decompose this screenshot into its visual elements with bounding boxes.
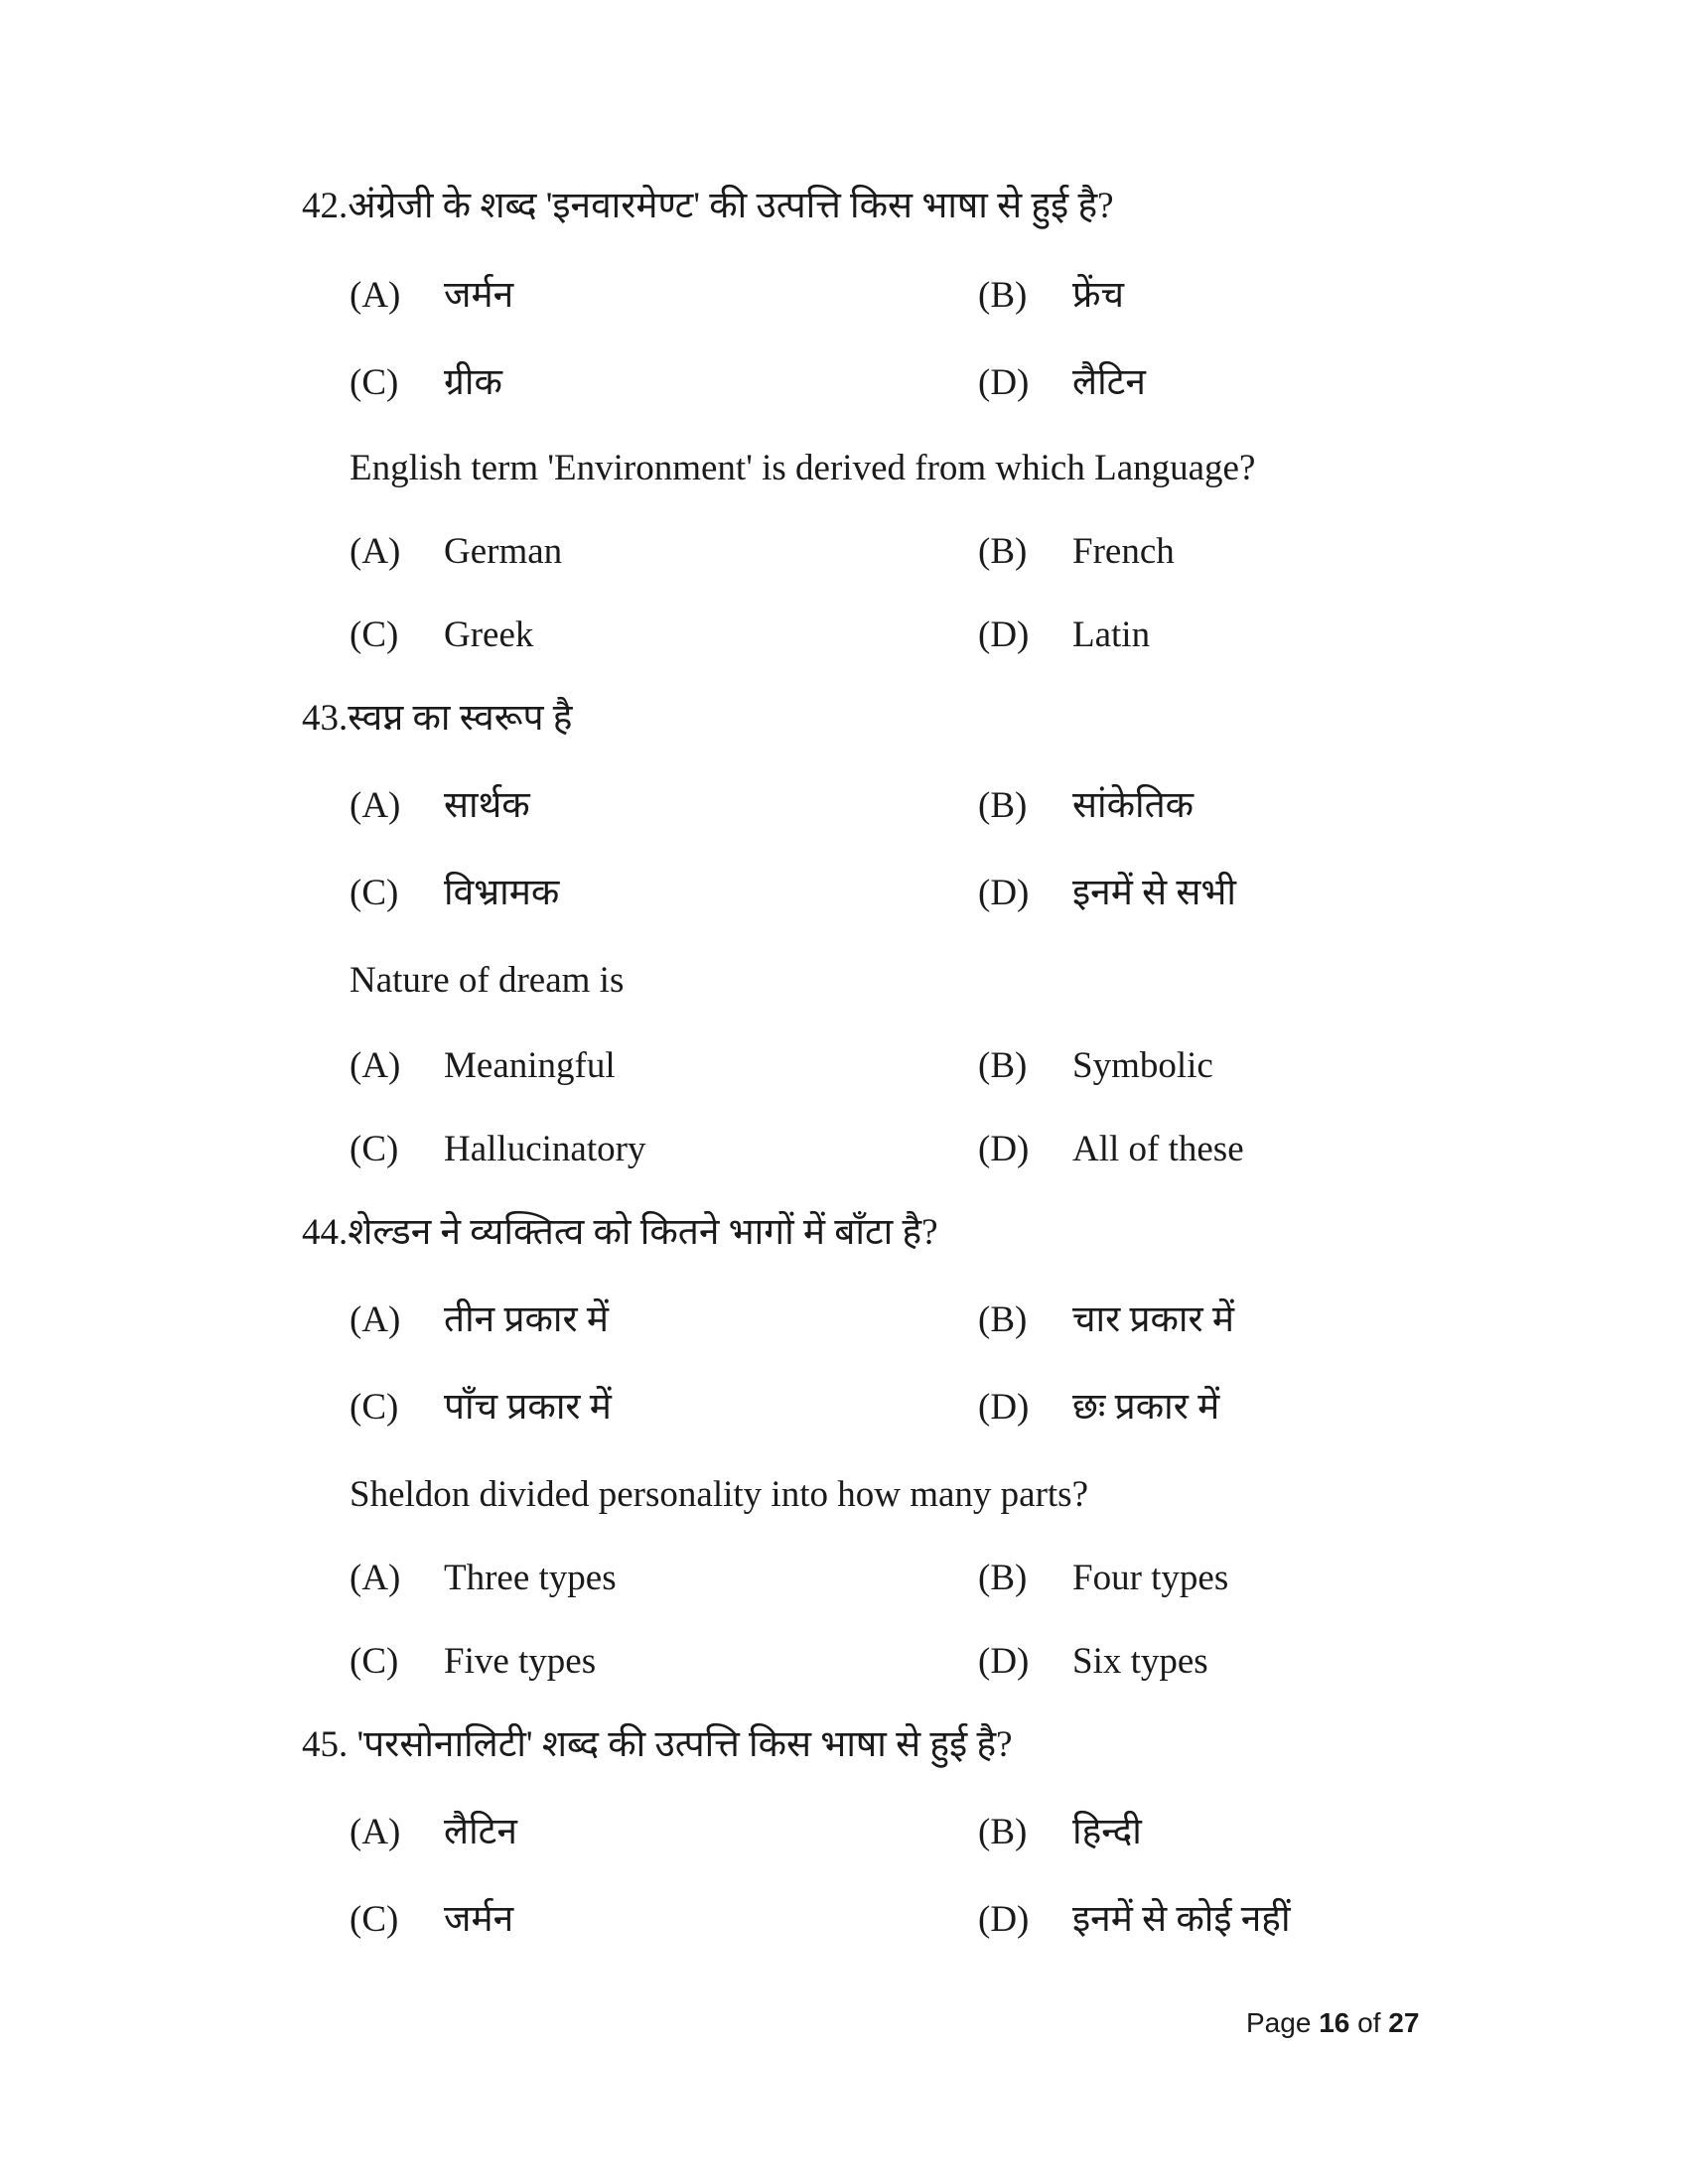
option-label: (C) — [350, 362, 399, 403]
q45-hindi-option-c — [350, 1898, 513, 1942]
option-text: Hallucinatory — [444, 1129, 646, 1169]
option-text: French — [1072, 531, 1175, 572]
option-label: (B) — [978, 1812, 1028, 1852]
option-label: (D) — [978, 1129, 1030, 1169]
option-text: सांकेतिक — [1072, 785, 1195, 826]
option-label: (A) — [350, 1045, 401, 1086]
q45-hindi-option-b — [978, 1811, 1142, 1854]
option-text: Six types — [1072, 1641, 1208, 1682]
option-text: All of these — [1072, 1129, 1244, 1169]
q43-hindi-option-c — [350, 872, 559, 915]
option-text: जर्मन — [444, 1899, 514, 1940]
question-42-hindi-stem: 42.अंग्रेजी के शब्द 'इनवारमेण्ट' की उत्पत्ति किस भाषा से हुई है? — [302, 186, 1114, 226]
current-page-number: 16 — [1319, 2007, 1350, 2038]
q44-hindi-option-d — [978, 1386, 1219, 1430]
option-text: चार प्रकार में — [1072, 1299, 1235, 1340]
q43-english-option-c — [350, 1128, 645, 1171]
option-text: पाँच प्रकार में — [444, 1387, 612, 1428]
question-45-hindi-stem: 45. 'परसोनालिटी' शब्द की उत्पत्ति किस भाषा से हुई है? — [302, 1724, 1013, 1765]
option-text: लैटिन — [444, 1812, 517, 1852]
option-label: (A) — [350, 275, 401, 316]
q44-english-option-b — [978, 1557, 1228, 1600]
q42-hindi-option-a — [350, 274, 513, 318]
q45-hindi-option-a — [350, 1811, 517, 1854]
question-44-english-stem: Sheldon divided personality into how many parts? — [350, 1474, 1088, 1515]
option-label: (A) — [350, 785, 401, 826]
q42-hindi-option-d — [978, 361, 1146, 405]
option-text: Three types — [444, 1558, 617, 1598]
question-42-english-stem: English term 'Environment' is derived from which Language? — [350, 448, 1256, 488]
option-text: Meaningful — [444, 1045, 616, 1086]
q42-hindi-option-b — [978, 274, 1124, 318]
q42-english-option-d — [978, 614, 1150, 657]
option-text: Symbolic — [1072, 1045, 1213, 1086]
option-label: (C) — [350, 1129, 399, 1169]
option-label: (B) — [978, 785, 1028, 826]
option-label: (B) — [978, 1558, 1028, 1598]
option-text: तीन प्रकार में — [444, 1299, 610, 1340]
q44-hindi-option-c — [350, 1386, 612, 1430]
page-number-footer — [1246, 2005, 1419, 2041]
q44-english-option-a — [350, 1557, 617, 1600]
question-43-hindi-stem: 43.स्वप्न का स्वरूप है — [302, 698, 573, 739]
option-label: (A) — [350, 1812, 401, 1852]
q43-hindi-option-b — [978, 784, 1194, 828]
option-label: (C) — [350, 1387, 399, 1428]
option-text: छः प्रकार में — [1072, 1387, 1220, 1428]
option-label: (A) — [350, 531, 401, 572]
option-text: इनमें से कोई नहीं — [1072, 1899, 1291, 1940]
page-number-prefix: Page — [1246, 2007, 1312, 2038]
q43-english-option-d — [978, 1128, 1244, 1171]
option-text: सार्थक — [444, 785, 530, 826]
q42-english-option-a — [350, 530, 562, 574]
option-label: (C) — [350, 873, 399, 913]
q43-hindi-option-d — [978, 872, 1236, 915]
option-text: Four types — [1072, 1558, 1229, 1598]
question-44-hindi-stem: 44.शेल्डन ने व्यक्तित्व को कितने भागों में बाँटा है? — [302, 1212, 938, 1253]
q44-hindi-option-a — [350, 1298, 609, 1342]
option-label: (A) — [350, 1299, 401, 1340]
option-label: (B) — [978, 1299, 1028, 1340]
q43-english-option-b — [978, 1044, 1213, 1088]
total-page-count: 27 — [1388, 2007, 1420, 2038]
option-label: (C) — [350, 614, 399, 655]
option-text: इनमें से सभी — [1072, 873, 1236, 913]
option-text: Five types — [444, 1641, 597, 1682]
option-label: (B) — [978, 531, 1028, 572]
option-text: जर्मन — [444, 275, 514, 316]
q42-hindi-option-c — [350, 361, 502, 405]
question-43-english-stem: Nature of dream is — [350, 960, 625, 1001]
option-text: विभ्रामक — [444, 873, 560, 913]
option-text: German — [444, 531, 563, 572]
q42-english-option-b — [978, 530, 1175, 574]
option-text: ग्रीक — [444, 362, 502, 403]
option-label: (B) — [978, 275, 1028, 316]
q45-hindi-option-d — [978, 1898, 1291, 1942]
q44-english-option-c — [350, 1640, 596, 1684]
q42-english-option-c — [350, 614, 533, 657]
option-text: लैटिन — [1072, 362, 1146, 403]
option-text: हिन्दी — [1072, 1812, 1142, 1852]
option-text: फ्रेंच — [1072, 275, 1125, 316]
option-label: (C) — [350, 1641, 399, 1682]
option-label: (B) — [978, 1045, 1028, 1086]
q43-english-option-a — [350, 1044, 616, 1088]
option-label: (D) — [978, 362, 1030, 403]
option-label: (D) — [978, 1899, 1030, 1940]
option-label: (D) — [978, 1641, 1030, 1682]
option-text: Latin — [1072, 614, 1151, 655]
option-label: (A) — [350, 1558, 401, 1598]
q44-hindi-option-b — [978, 1298, 1234, 1342]
option-label: (D) — [978, 1387, 1030, 1428]
q43-hindi-option-a — [350, 784, 530, 828]
q44-english-option-d — [978, 1640, 1208, 1684]
option-label: (D) — [978, 614, 1030, 655]
option-text: Greek — [444, 614, 534, 655]
page-number-separator: of — [1357, 2007, 1381, 2038]
option-label: (D) — [978, 873, 1030, 913]
option-label: (C) — [350, 1899, 399, 1940]
